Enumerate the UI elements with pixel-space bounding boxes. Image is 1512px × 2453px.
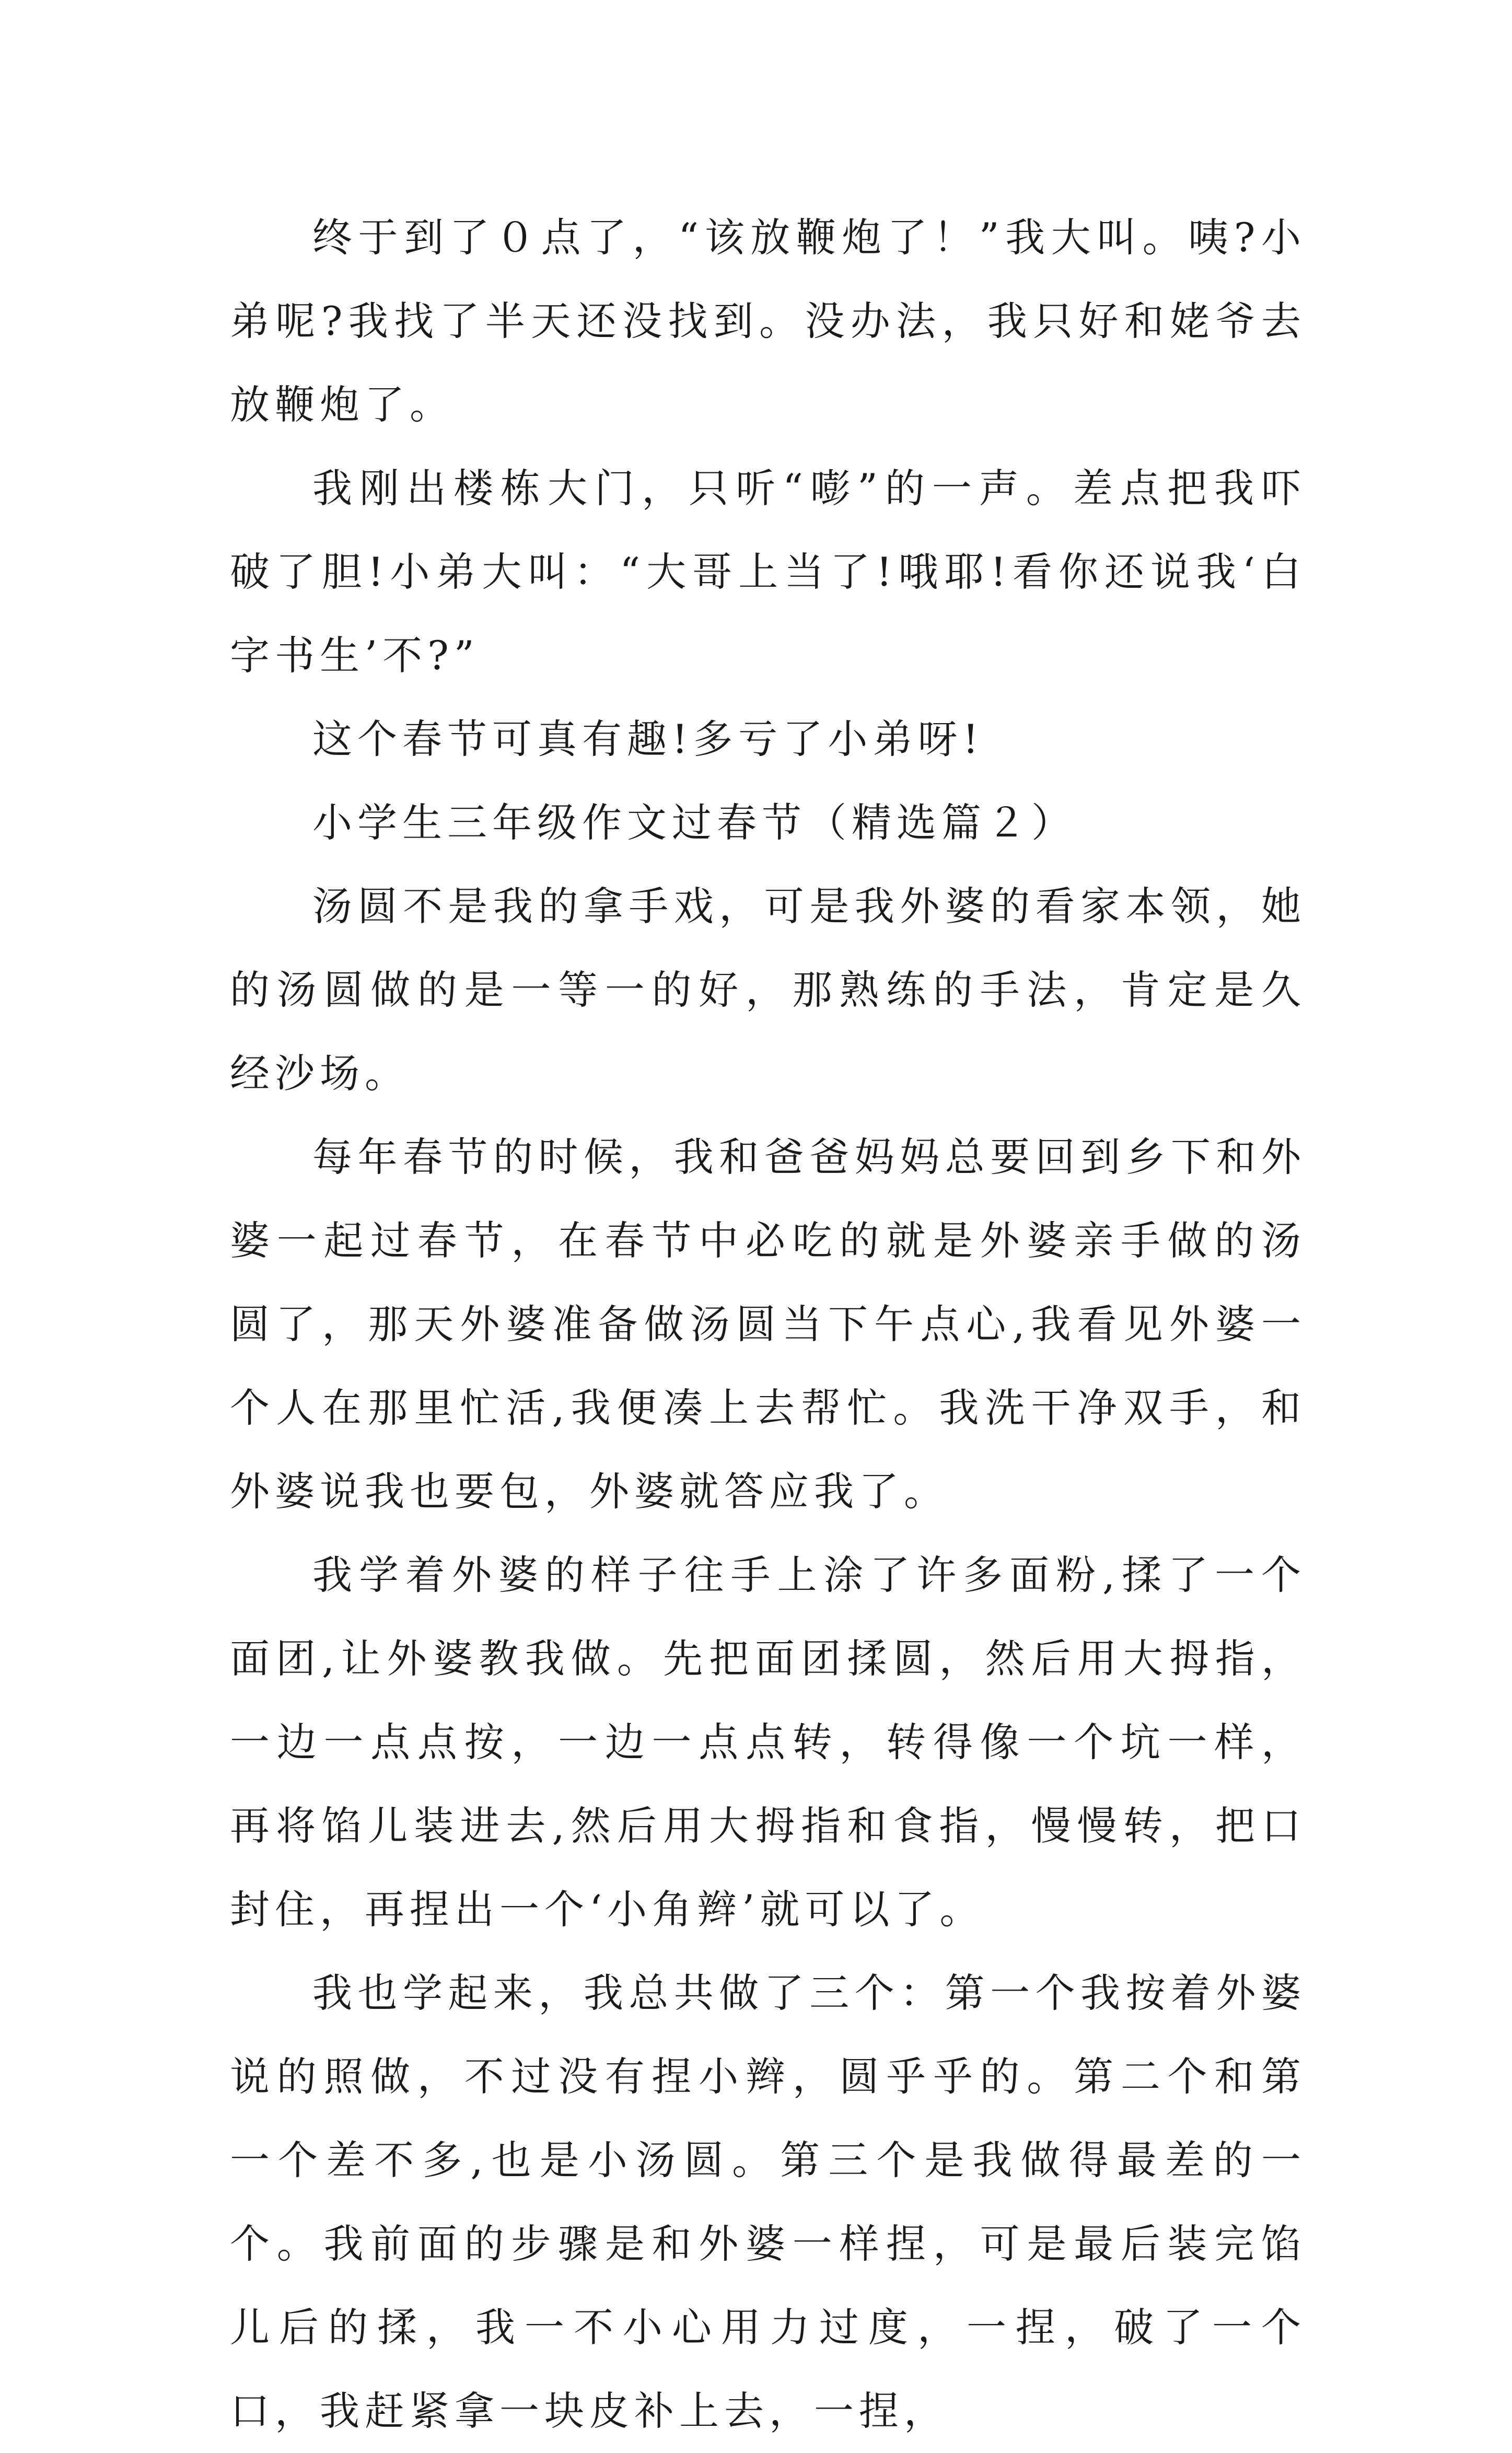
section-heading: 小学生三年级作文过春节（精选篇２） — [312, 799, 1076, 846]
paragraph: 我也学起来，我总共做了三个：第一个我按着外婆说的照做，不过没有捏小辫，圆乎乎的。第二个和第一个差不多,也是小汤圆。第三个是我做得最差的一个。我前面的步骤是和外婆一样捏，可是最后装完馅儿后的揉，我一不小心用力过度，一捏，破了一个口，我赶紧拿一块皮补上去，一捏， — [230, 1970, 1306, 2434]
paragraph: 我刚出楼栋大门，只听“嘭”的一声。差点把我吓破了胆!小弟大叫：“大哥上当了!哦耶!看你还说我‘白字书生’不?” — [230, 465, 1306, 679]
document-body — [230, 196, 1306, 2453]
paragraph: 这个春节可真有趣!多亏了小弟呀! — [312, 716, 984, 762]
paragraph: 终于到了０点了，“该放鞭炮了！”我大叫。咦?小弟呢?我找了半天还没找到。没办法，我只好和姥爷去放鞭炮了。 — [230, 214, 1306, 428]
paragraph: 汤圆不是我的拿手戏，可是我外婆的看家本领，她的汤圆做的是一等一的好，那熟练的手法，肯定是久经沙场。 — [230, 883, 1306, 1097]
paragraph: 每年春节的时候，我和爸爸妈妈总要回到乡下和外婆一起过春节，在春节中必吃的就是外婆亲手做的汤圆了，那天外婆准备做汤圆当下午点心,我看见外婆一个人在那里忙活,我便凑上去帮忙。我洗干净双手，和外婆说我也要包，外婆就答应我了。 — [230, 1134, 1306, 1515]
paragraph: 我学着外婆的样子往手上涂了许多面粉,揉了一个面团,让外婆教我做。先把面团揉圆，然后用大拇指，一边一点点按，一边一点点转，转得像一个坑一样，再将馅儿装进去,然后用大拇指和食指，慢慢转，把口封住，再捏出一个‘小角辫’就可以了。 — [230, 1552, 1306, 1933]
